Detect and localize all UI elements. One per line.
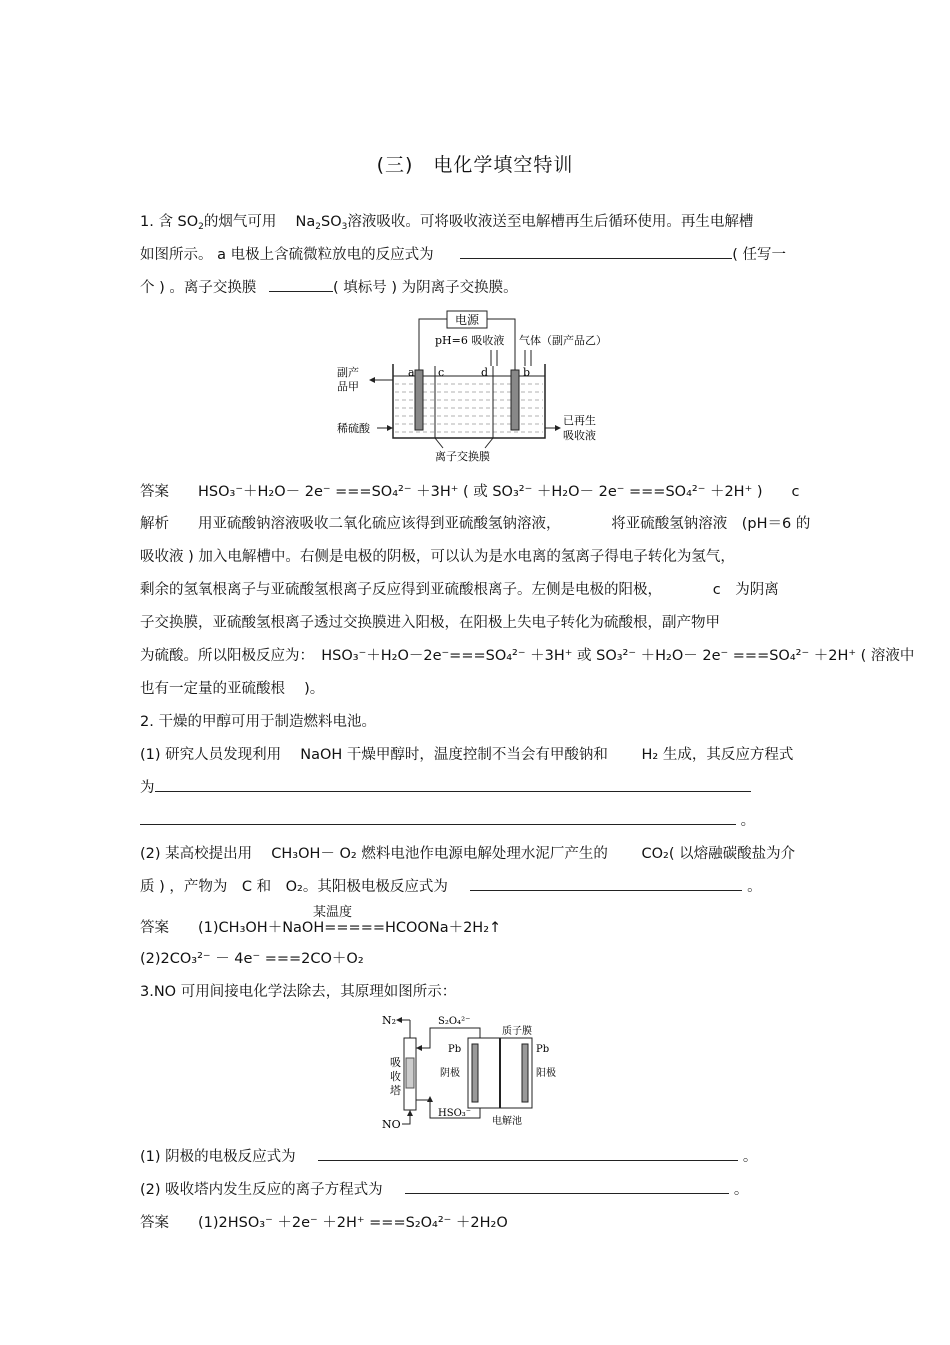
answer-blank[interactable] [405, 1179, 729, 1194]
anode-plate [522, 1044, 528, 1102]
label-c: c [438, 366, 445, 379]
q1-text: 个 ) 。离子交换膜 [140, 280, 257, 296]
no-removal-diagram [380, 1008, 580, 1132]
answer-blank[interactable] [140, 810, 736, 825]
analysis-1-line3: 剩余的氢氧根离子与亚硫酸氢根离子反应得到亚硫酸根离子。左侧是电极的阳极， c 为阴离 [140, 582, 779, 598]
answer-blank[interactable] [470, 876, 742, 891]
answer-blank[interactable] [318, 1146, 738, 1161]
answer-blank[interactable] [155, 777, 751, 792]
answer-2-line2: (2)2CO₃²⁻ － 4e⁻ ===2CO＋O₂ [140, 951, 364, 967]
electrode-a [415, 370, 423, 430]
reaction-condition: 某温度 [313, 905, 353, 920]
q2-heading: 2. 干燥的甲醇可用于制造燃料电池。 [140, 714, 376, 730]
label-a: a [408, 366, 415, 379]
answer-1 [140, 480, 799, 501]
analysis-label: 解析 [140, 516, 169, 532]
answer-blank[interactable] [269, 277, 333, 292]
answer-label: 答案 [140, 484, 169, 500]
tower-label: 吸 [390, 1056, 401, 1069]
q2-part1: (1) 研究人员发现利用 NaOH 干燥甲醇时，温度控制不当会有甲酸钠和 H₂ 生成，其反应方程式 [140, 747, 794, 763]
answer-blank[interactable] [460, 244, 732, 259]
cathode-plate [472, 1044, 478, 1102]
pb-label: Pb [536, 1044, 550, 1055]
q3-text: 。 [733, 1182, 749, 1198]
answer-label: 答案 [140, 1215, 169, 1231]
membrane-label: 离子交换膜 [435, 450, 490, 463]
s2o4-label: S₂O₄²⁻ [438, 1016, 471, 1027]
q1-text: ( 任写一 [732, 247, 786, 263]
analysis-1-line4: 子交换膜，亚硫酸氢根离子透过交换膜进入阳极，在阳极上失电子转化为硫酸根，副产物甲 [140, 615, 720, 631]
q1-line1: 1. 含 $SO_2$的烟气可用 $Na_2SO_3$溶液吸收。可将吸收液送至电解槽再生后循环使用。再生电解槽 [140, 214, 754, 232]
q3-text: 。 [742, 1149, 758, 1165]
label-d: d [481, 366, 489, 379]
electrolysis-cell-diagram [335, 308, 615, 466]
q1-text: 如图所示。 a 电极上含硫微粒放电的反应式为 [140, 247, 434, 263]
q1-text: 溶液吸收。可将吸收液送至电解槽再生后循环使用。再生电解槽 [347, 214, 754, 230]
cell-label: 电解池 [492, 1116, 522, 1127]
answer-3 [140, 1211, 508, 1232]
q1-text: ( 填标号 ) 为阴离子交换膜。 [332, 280, 518, 296]
byproduct-label: 品甲 [337, 380, 359, 393]
q2-text: 。 [740, 813, 756, 829]
regenerated-label: 吸收液 [563, 429, 596, 442]
tower-label: 塔 [390, 1084, 401, 1097]
anode-label: 阳极 [536, 1068, 556, 1079]
q2-text: 质 ) ，产物为 C 和 O₂。其阳极电极反应式为 [140, 879, 448, 895]
analysis-1-line1 [140, 512, 810, 533]
answer-text: (1)CH₃OH＋NaOH=====HCOONa＋2H₂↑ [198, 920, 502, 936]
q3-text: (2) 吸收塔内发生反应的离子方程式为 [140, 1182, 383, 1198]
tower-label: 收 [390, 1070, 401, 1083]
answer-text: HSO₃⁻＋H₂O－ 2e⁻ ===SO₄²⁻ ＋3H⁺ ( 或 SO₃²⁻ ＋H₂O－ 2e⁻ ===SO₄²⁻ ＋2H⁺ ) c [198, 484, 800, 500]
no-label: NO [382, 1118, 401, 1131]
page-title: (三) 电化学填空特训 [376, 154, 574, 176]
q2-part2-line2 [140, 875, 762, 896]
analysis-1-line6: 也有一定量的亚硫酸根 )。 [140, 681, 325, 697]
answer-equation [198, 905, 502, 937]
q3-part2 [140, 1178, 748, 1199]
q2-part1-line2 [140, 776, 751, 797]
q1-text: 的烟气可用 Na [203, 214, 316, 230]
q1-line3 [140, 276, 518, 297]
gas-label: 气体（副产品乙） [519, 334, 607, 347]
analysis-1-line5: 为硫酸。所以阳极反应为： HSO₃⁻＋H₂O－2e⁻===SO₄²⁻ ＋3H⁺ 或 SO₃²⁻ ＋H₂O－ 2e⁻ ===SO₄²⁻ ＋2H⁺ ( 溶液中 [140, 648, 915, 664]
proton-membrane-label: 质子膜 [502, 1026, 532, 1037]
analysis-text: 用亚硫酸钠溶液吸收二氧化硫应该得到亚硫酸氢钠溶液， 将亚硫酸氢钠溶液 (pH＝6 的 [198, 516, 811, 532]
q1-text: 1. 含 SO [140, 214, 199, 230]
q2-text: 。 [747, 879, 762, 895]
label-b: b [523, 366, 531, 379]
dilute-acid-label: 稀硫酸 [337, 422, 370, 435]
inlet-label: pH=6 吸收液 [435, 334, 505, 347]
n2-label: N₂ [382, 1014, 397, 1027]
analysis-1-line2: 吸收液 ) 加入电解槽中。右侧是电极的阴极，可以认为是水电离的氢离子得电子转化为氢气， [140, 549, 735, 565]
q3-part1 [140, 1145, 757, 1166]
q1-line2 [140, 243, 786, 264]
q2-part2: (2) 某高校提出用 CH₃OH－ O₂ 燃料电池作电源电解处理水泥厂产生的 CO₂( 以熔融碳酸盐为介 [140, 846, 796, 862]
hso3-label: HSO₃⁻ [438, 1108, 472, 1119]
answer-label: 答案 [140, 920, 169, 936]
q3-heading: 3.NO 可用间接电化学法除去，其原理如图所示： [140, 984, 457, 1000]
power-label: 电源 [454, 313, 480, 327]
q2-text: 为 [140, 780, 155, 796]
pb-label: Pb [448, 1044, 462, 1055]
electrode-b [511, 370, 519, 430]
q1-text: SO [320, 214, 342, 230]
q3-text: (1) 阴极的电极反应式为 [140, 1149, 296, 1165]
cathode-label: 阴极 [440, 1068, 460, 1079]
byproduct-label: 副产 [337, 366, 359, 379]
answer-text: (1)2HSO₃⁻ ＋2e⁻ ＋2H⁺ ===S₂O₄²⁻ ＋2H₂O [198, 1215, 508, 1231]
regenerated-label: 已再生 [563, 414, 596, 427]
q2-part1-line3 [140, 809, 755, 830]
answer-2-line1 [140, 905, 502, 937]
